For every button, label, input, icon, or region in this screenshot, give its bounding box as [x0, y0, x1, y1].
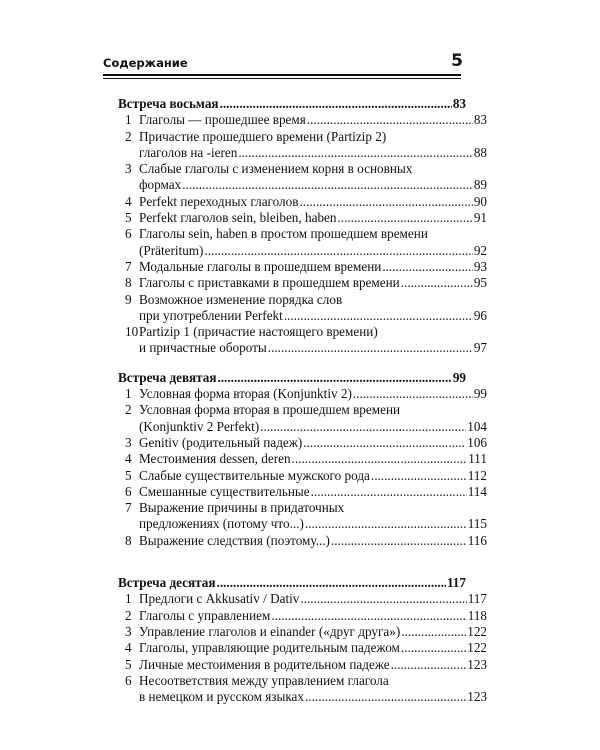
toc-page-number: 114 — [467, 483, 487, 499]
dot-leader — [401, 640, 466, 656]
toc-entry-text: Partizip 1 (причастие настоящего времени) — [139, 324, 378, 340]
running-title: Содержание — [103, 56, 188, 70]
toc-entry-number: 5 — [125, 210, 132, 226]
toc-section-title — [118, 575, 466, 591]
toc-entry-text: (Konjunktiv 2 Perfekt) — [139, 418, 260, 434]
section-title-text: Встреча десятая — [118, 575, 216, 591]
toc-entry-text: Личные местоимения в родительном падеже — [139, 656, 390, 672]
section-title-text: Встреча восьмая — [118, 96, 219, 111]
dot-leader — [217, 575, 446, 591]
toc-entry-text: Выражение причины в придаточных — [139, 500, 345, 516]
toc-page-number: 122 — [467, 640, 487, 656]
toc-page-number: 123 — [467, 656, 487, 672]
dot-leader — [303, 435, 466, 451]
toc-entry — [118, 292, 466, 308]
toc-entry-number: 2 — [125, 607, 132, 623]
toc-entry-text: Управление глаголов и einander («друг друга») — [139, 623, 401, 639]
toc-entry-number: 5 — [125, 656, 132, 672]
toc-entry-number: 7 — [125, 500, 132, 516]
dot-leader — [300, 591, 466, 607]
toc-entry-number: 4 — [125, 451, 132, 467]
toc-entry — [118, 340, 487, 356]
toc-page-number: 99 — [452, 369, 466, 385]
toc-page-number: 123 — [467, 689, 487, 705]
toc-entry — [118, 177, 487, 193]
toc-entry — [118, 623, 487, 640]
toc-entry-text: в немецком и русском языках — [139, 689, 304, 705]
toc-entry — [118, 451, 487, 467]
dot-leader — [331, 533, 467, 549]
toc-entry-number: 1 — [125, 386, 132, 402]
dot-leader — [382, 259, 473, 275]
toc-page-number: 99 — [473, 386, 487, 402]
toc-entry-text: Причастие прошедшего времени (Partizip 2) — [139, 128, 387, 144]
toc-page-number: 117 — [467, 591, 487, 607]
toc-entry-text: Предлоги с Akkusativ / Dativ — [139, 591, 300, 607]
toc-page-number: 118 — [467, 607, 487, 623]
toc-page-number: 88 — [473, 144, 487, 160]
toc-page-number: 111 — [468, 451, 487, 467]
toc-entry — [118, 434, 487, 451]
toc-page-number: 112 — [467, 467, 487, 483]
toc-entry-text: Genitiv (родительный падеж) — [139, 434, 303, 450]
toc-page-number: 83 — [473, 112, 487, 128]
toc-entry-number: 3 — [125, 161, 132, 177]
dot-leader — [204, 243, 472, 259]
toc-page-number: 83 — [452, 96, 466, 111]
toc-entry — [118, 161, 466, 177]
toc-entry-text: Слабые существительные мужского рода — [139, 467, 370, 483]
toc-entry-text: Условная форма вторая в прошедшем времени — [139, 402, 401, 418]
toc-entry-text: формах — [139, 177, 182, 193]
dot-leader — [401, 275, 473, 291]
toc-entry-text: Глаголы — прошедшее время — [139, 112, 306, 128]
toc-page-number: 104 — [467, 418, 487, 434]
toc-page-number: 91 — [473, 210, 487, 226]
toc-entry — [118, 129, 466, 145]
toc-entry-text: Возможное изменение порядка слов — [139, 291, 343, 307]
toc-section-title — [118, 370, 466, 386]
toc-page-number: 115 — [467, 516, 487, 532]
dot-leader — [271, 608, 466, 624]
dot-leader — [307, 112, 473, 128]
toc-entry — [118, 193, 487, 210]
toc-section-title — [118, 96, 466, 112]
toc-entry-text: Выражение следствия (поэтому...) — [139, 532, 330, 548]
toc-entry-text: Несоответствия между управлением глагола — [139, 672, 389, 688]
toc-entry-text: (Präteritum) — [139, 242, 204, 258]
toc-page-number: 117 — [446, 575, 466, 591]
toc-entry-text: Глаголы, управляющие родительным падежом — [139, 640, 400, 656]
toc-page-number: 97 — [473, 340, 487, 356]
toc-entry-number: 8 — [125, 275, 132, 291]
toc-entry-text: Perfekt переходных глаголов — [139, 193, 299, 209]
dot-leader — [299, 194, 472, 210]
toc-entry-number: 4 — [125, 193, 132, 209]
running-header — [103, 52, 463, 74]
toc-section — [118, 96, 487, 357]
section-gap — [118, 357, 466, 370]
toc-entry-number: 10 — [125, 324, 139, 340]
toc-page-number: 116 — [467, 532, 487, 548]
toc-entry — [118, 656, 487, 673]
toc-entry-number: 3 — [125, 434, 132, 450]
toc-entry — [118, 689, 487, 705]
toc-entry — [118, 210, 487, 226]
dot-leader — [401, 624, 466, 640]
toc-entry — [118, 500, 466, 516]
dot-leader — [371, 468, 467, 484]
header-rule — [103, 74, 461, 76]
toc-page-number: 92 — [473, 242, 487, 258]
toc-page-number: 122 — [467, 623, 487, 639]
dot-leader — [260, 419, 466, 435]
toc-entry — [118, 386, 487, 402]
dot-leader — [311, 484, 467, 500]
dot-leader — [305, 516, 467, 532]
dot-leader — [305, 689, 466, 705]
toc-entry-number: 3 — [125, 623, 132, 639]
toc-entry — [118, 532, 487, 549]
toc-section — [118, 575, 487, 705]
dot-leader — [217, 370, 451, 386]
toc-page-number: 106 — [467, 434, 487, 450]
toc-entry-text: Глаголы с управлением — [139, 607, 271, 623]
toc-entry — [118, 275, 487, 291]
toc-entry-text: Модальные глаголы в прошедшем времени — [139, 258, 382, 274]
toc-entry — [118, 673, 466, 689]
toc-entry-text: Местоимения dessen, deren — [139, 451, 291, 467]
toc-section — [118, 369, 487, 549]
toc-page-number: 95 — [473, 275, 487, 291]
toc-entry — [118, 483, 487, 500]
toc-entry-text: глаголов на -ieren — [139, 144, 238, 160]
toc-entry-text: Perfekt глаголов sein, bleiben, haben — [139, 210, 337, 226]
toc-entry-number: 1 — [125, 112, 132, 128]
toc-entry — [118, 467, 487, 484]
dot-leader — [337, 210, 472, 226]
header-rule-thin — [103, 78, 461, 79]
toc-entry-number: 4 — [125, 640, 132, 656]
toc-entry-number: 6 — [125, 483, 132, 499]
dot-leader — [391, 657, 467, 673]
toc-entry — [118, 258, 487, 275]
toc-entry — [118, 144, 487, 161]
toc-page-number: 89 — [473, 177, 487, 193]
dot-leader — [220, 96, 452, 112]
toc-entry-number: 8 — [125, 532, 132, 548]
toc-page-number: 93 — [473, 258, 487, 274]
toc-entry-number: 9 — [125, 291, 132, 307]
toc-entry-text: Глаголы с приставками в прошедшем времени — [139, 275, 400, 291]
toc-entry — [118, 324, 466, 340]
dot-leader — [353, 386, 473, 402]
toc-entry-text: при употреблении Perfekt — [139, 307, 283, 323]
toc-entry-number: 7 — [125, 258, 132, 274]
toc-entry-number: 2 — [125, 402, 132, 418]
toc-entry-number: 5 — [125, 467, 132, 483]
toc-entry — [118, 607, 487, 624]
section-title-text: Встреча девятая — [118, 369, 217, 385]
toc-entry-text: предложениях (потому что...) — [139, 516, 304, 532]
toc-entry-text: Смешанные существительные — [139, 483, 310, 499]
toc-entry-text: Глаголы sein, haben в простом прошедшем времени — [139, 226, 428, 242]
toc-entry-text: Условная форма вторая (Konjunktiv 2) — [139, 386, 352, 402]
toc-entry-text: Слабые глаголы с изменением корня в основных — [139, 161, 413, 177]
table-of-contents — [118, 96, 487, 705]
toc-entry-text: и причастные обороты — [139, 340, 267, 356]
dot-leader — [268, 340, 473, 356]
toc-entry — [118, 516, 487, 532]
toc-entry — [118, 307, 487, 324]
toc-entry-number: 6 — [125, 226, 132, 242]
toc-entry-number: 1 — [125, 591, 132, 607]
toc-entry — [118, 418, 487, 435]
toc-page-number: 96 — [473, 307, 487, 323]
toc-entry — [118, 591, 487, 607]
toc-entry — [118, 242, 487, 259]
toc-entry — [118, 226, 466, 242]
toc-entry — [118, 112, 487, 128]
toc-entry-number: 6 — [125, 672, 132, 688]
dot-leader — [238, 145, 472, 161]
toc-entry — [118, 402, 466, 418]
toc-entry — [118, 640, 487, 656]
dot-leader — [182, 177, 473, 193]
page-number: 5 — [451, 51, 463, 71]
dot-leader — [284, 308, 473, 324]
section-gap — [118, 549, 466, 575]
dot-leader — [292, 451, 468, 467]
toc-entry-number: 2 — [125, 128, 132, 144]
toc-page-number: 90 — [473, 193, 487, 209]
